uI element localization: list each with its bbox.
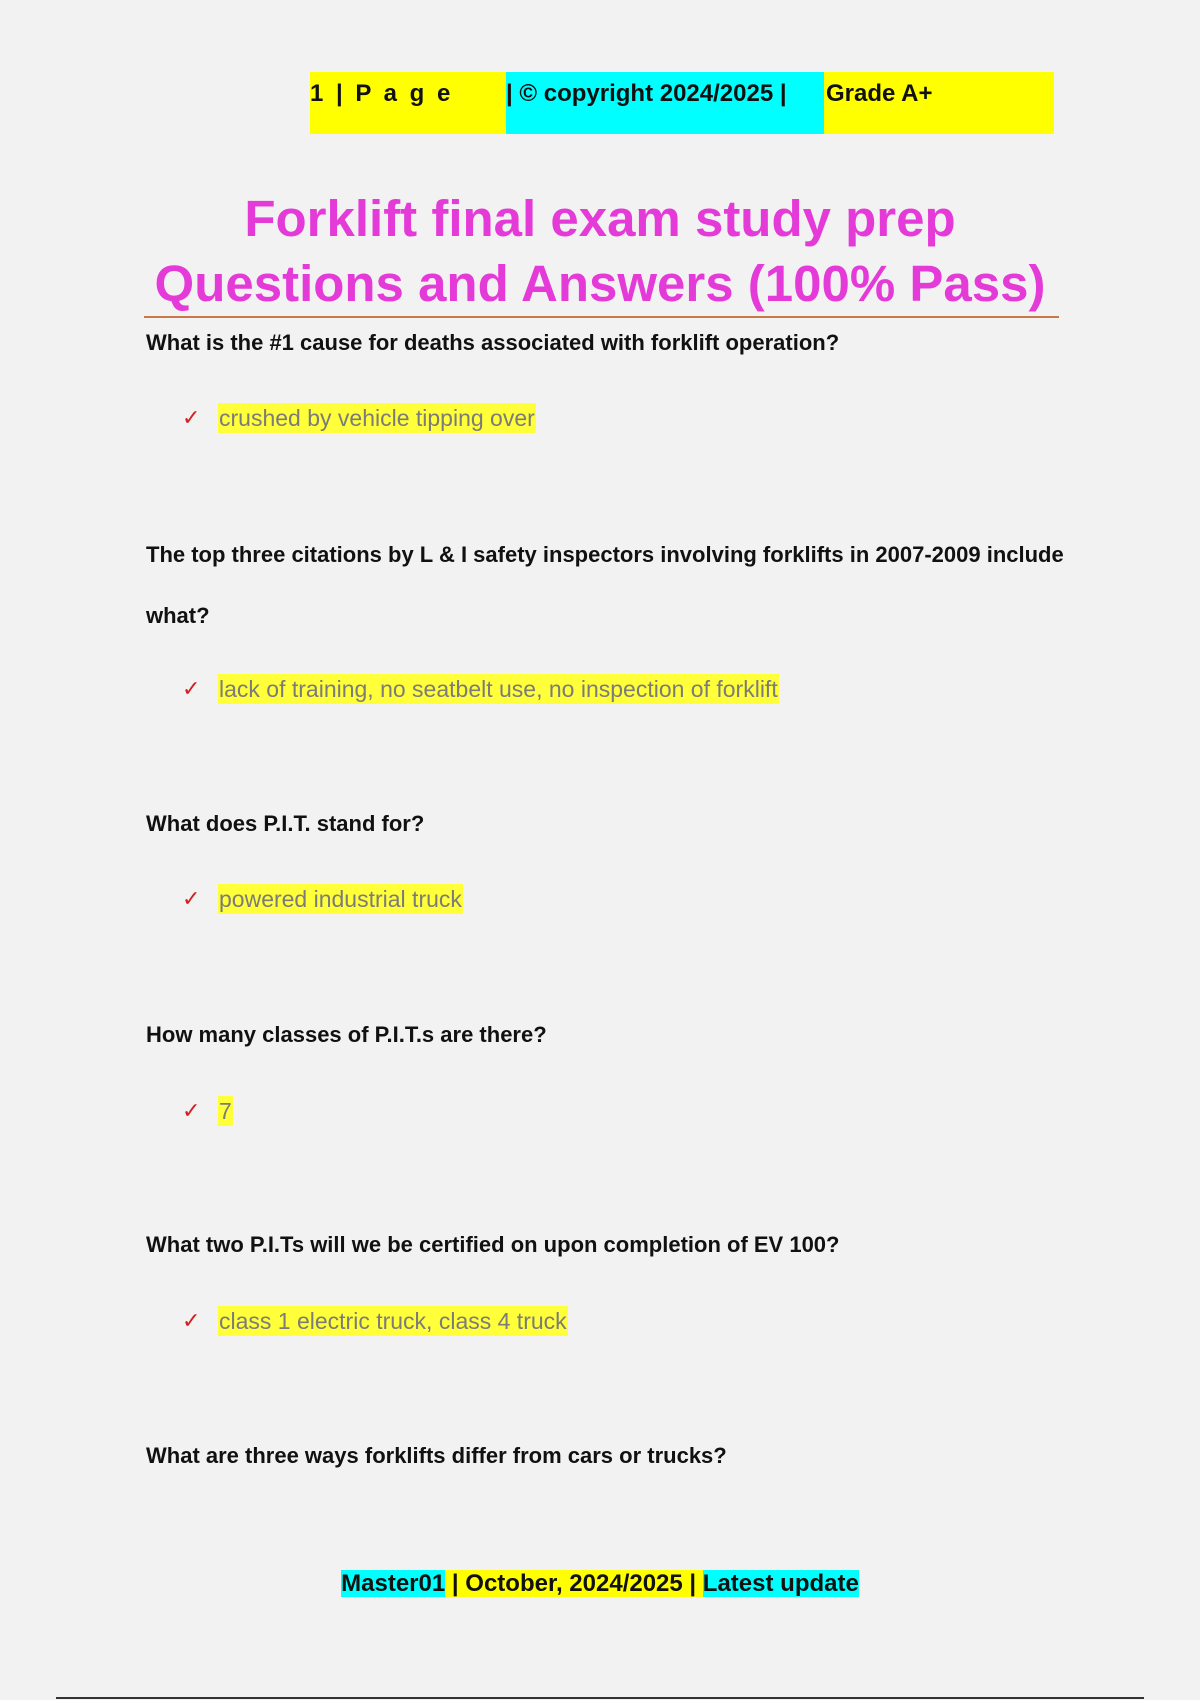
answer-row-4 [182, 1096, 233, 1126]
footer-status: Latest update [702, 1570, 859, 1597]
answer-2: lack of training, no seatbelt use, no inspection of forklift [219, 676, 778, 702]
answer-4: 7 [219, 1098, 232, 1124]
copyright-label: | © copyright 2024/2025 | [506, 72, 824, 134]
grade-label: Grade A+ [824, 72, 1054, 134]
page-header-band [310, 72, 1054, 134]
question-1: What is the #1 cause for deaths associated with forklift operation? [146, 330, 840, 355]
footer-date: | October, 2024/2025 | [445, 1570, 703, 1597]
footer-author: Master01 [341, 1570, 446, 1597]
question-6: What are three ways forklifts differ from cars or trucks? [146, 1443, 727, 1468]
question-5: What two P.I.Ts will we be certified on upon completion of EV 100? [146, 1232, 840, 1257]
title-line-2: Questions and Answers (100% Pass) [154, 255, 1046, 312]
check-icon: ✓ [182, 405, 201, 431]
check-icon: ✓ [182, 676, 201, 702]
answer-5: class 1 electric truck, class 4 truck [219, 1308, 567, 1334]
check-icon: ✓ [182, 1308, 201, 1334]
check-icon: ✓ [182, 886, 201, 912]
question-2: The top three citations by L & I safety inspectors involving forklifts in 2007-2009 include what? [146, 542, 1064, 628]
answer-row-2 [182, 674, 779, 704]
page-number-label: 1 | P a g e [310, 72, 506, 134]
answer-row-5 [182, 1306, 568, 1336]
answer-row-1 [182, 403, 536, 433]
footer-divider [56, 1697, 1144, 1699]
answer-3: powered industrial truck [219, 886, 462, 912]
question-3: What does P.I.T. stand for? [146, 811, 425, 836]
page-footer-band [0, 1568, 1200, 1600]
question-4: How many classes of P.I.T.s are there? [146, 1022, 547, 1047]
check-icon: ✓ [182, 1098, 201, 1124]
answer-row-3 [182, 884, 463, 914]
answer-1: crushed by vehicle tipping over [219, 405, 535, 431]
document-title [0, 186, 1200, 316]
title-line-1: Forklift final exam study prep [244, 190, 956, 247]
